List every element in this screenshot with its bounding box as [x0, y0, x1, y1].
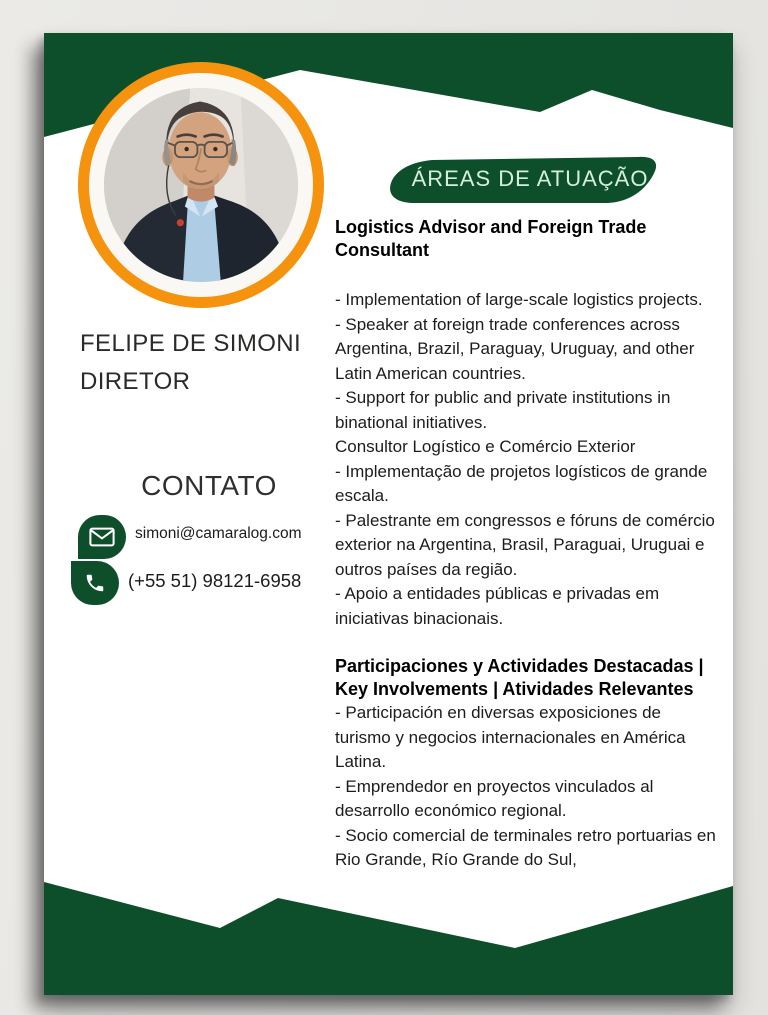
- contact-heading: CONTATO: [141, 470, 277, 501]
- phone-leaf-chip: [71, 561, 119, 605]
- list-item: - Socio comercial de terminales retro portuarias en Rio Grande, Río Grande do Sul,: [335, 825, 716, 869]
- areas-banner-title: ÁREAS DE ATUAÇÃO: [411, 166, 649, 191]
- list-item: - Emprendedor en proyectos vinculados al desarrollo económico regional.: [335, 776, 654, 820]
- envelope-icon: [89, 527, 115, 547]
- list-item: - Palestrante em congressos e fóruns de comércio exterior na Argentina, Brasil, Paraguai, Uruguai e outros países da região.: [335, 510, 715, 579]
- profile-photo: [104, 88, 298, 282]
- list-item: Consultor Logístico e Comércio Exterior: [335, 437, 636, 456]
- person-role: DIRETOR: [80, 368, 191, 395]
- list-item: - Implementation of large-scale logistics projects.: [335, 290, 703, 309]
- email-address[interactable]: simoni@camaralog.com: [135, 525, 302, 542]
- phone-icon: [84, 572, 106, 594]
- section-heading: Participaciones y Actividades Destacadas | Key Involvements | Atividades Relevantes: [335, 656, 704, 699]
- list-item: - Apoio a entidades públicas e privadas em iniciativas binacionais.: [335, 584, 660, 628]
- bottom-band-decoration: [44, 875, 733, 995]
- profile-photo-inner-ring: [89, 73, 313, 297]
- resume-page: [44, 33, 733, 995]
- phone-number[interactable]: (+55 51) 98121-6958: [128, 570, 302, 591]
- areas-banner: [388, 156, 672, 204]
- list-item: - Participación en diversas exposiciones de turismo y negocios internacionales en América Latina.: [335, 703, 686, 771]
- list-item: - Support for public and private institutions in binational initiatives.: [335, 388, 671, 432]
- list-item: - Speaker at foreign trade conferences across Argentina, Brazil, Paraguay, Uruguay, and other Latin American countries.: [335, 314, 695, 383]
- email-leaf-chip: [78, 515, 126, 559]
- content-column: [335, 216, 721, 873]
- profile-photo-ring: [78, 62, 324, 308]
- portrait-illustration: [104, 88, 298, 282]
- person-name: FELIPE DE SIMONI: [80, 330, 302, 357]
- list-item: - Implementação de projetos logísticos de grande escala.: [335, 461, 708, 505]
- section-heading: Logistics Advisor and Foreign Trade Consultant: [335, 217, 647, 260]
